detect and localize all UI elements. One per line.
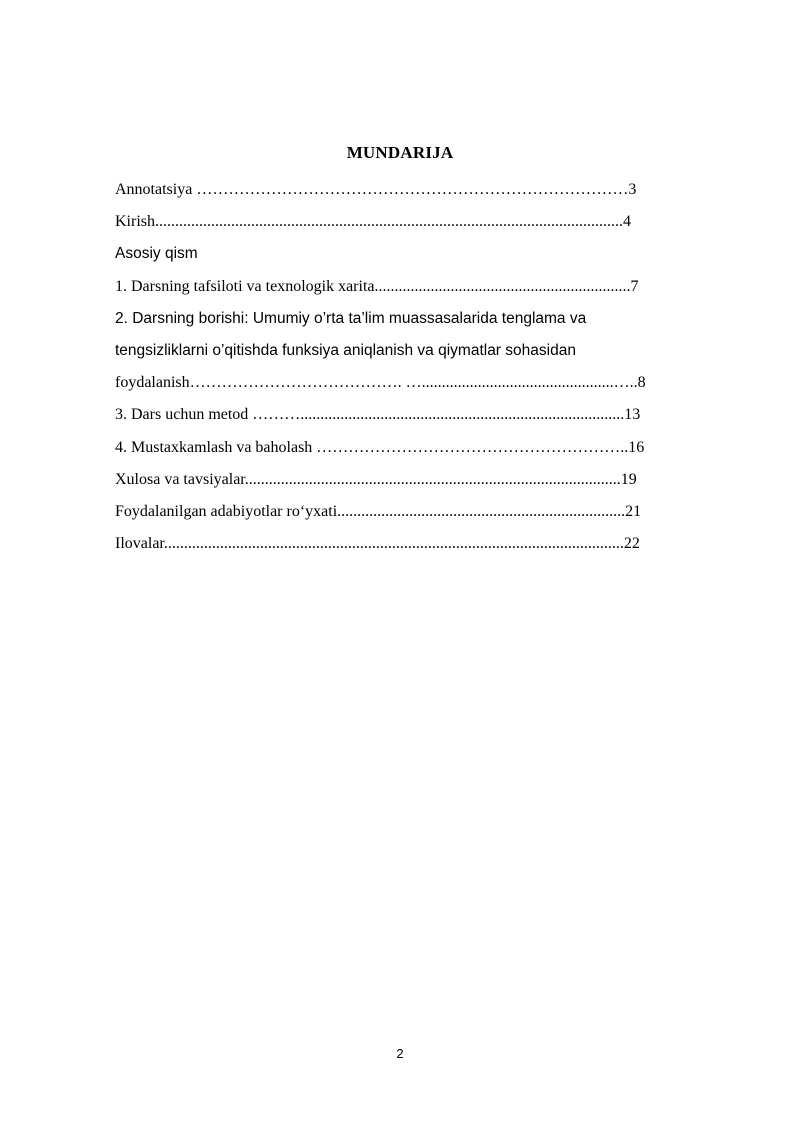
toc-entry-section-2-line-2: tengsizliklarni o’qitishda funksiya aniqlanish va qiymatlar sohasidan	[115, 341, 576, 359]
page-title: MUNDARIJA	[346, 143, 454, 162]
toc-entry-section-3: 3. Dars uchun metod ……….................................................................................13	[115, 406, 641, 424]
toc-entry-asosiy-qism: Asosiy qism	[115, 245, 198, 263]
toc-entry-section-4: 4. Mustaxkamlash va baholash …………………………………………………..16	[115, 438, 645, 456]
table-of-contents	[115, 174, 740, 560]
toc-entry-section-2-line-1: 2. Darsning borishi: Umumiy o’rta ta’lim muassasalarida tenglama va	[115, 309, 587, 327]
toc-entry-kirish: Kirish.....................................................................................................................4	[115, 213, 631, 231]
toc-entry-annotatsiya: Annotatsiya ………………………………………………………………………3	[115, 181, 637, 198]
toc-entry-section-1: 1. Darsning tafsiloti va texnologik xarita................................................................7	[115, 277, 639, 295]
toc-entry-section-2-line-3: foydalanish…………………………………. …................................................…..8	[115, 374, 646, 392]
toc-entry-xulosa: Xulosa va tavsiyalar..............................................................................................19	[115, 470, 637, 488]
toc-entry-adabiyotlar: Foydalanilgan adabiyotlar ro‘yxati........................................................................21	[115, 502, 642, 520]
page-number: 2	[396, 1046, 404, 1061]
toc-entry-ilovalar: Ilovalar...................................................................................................................22	[115, 535, 640, 553]
